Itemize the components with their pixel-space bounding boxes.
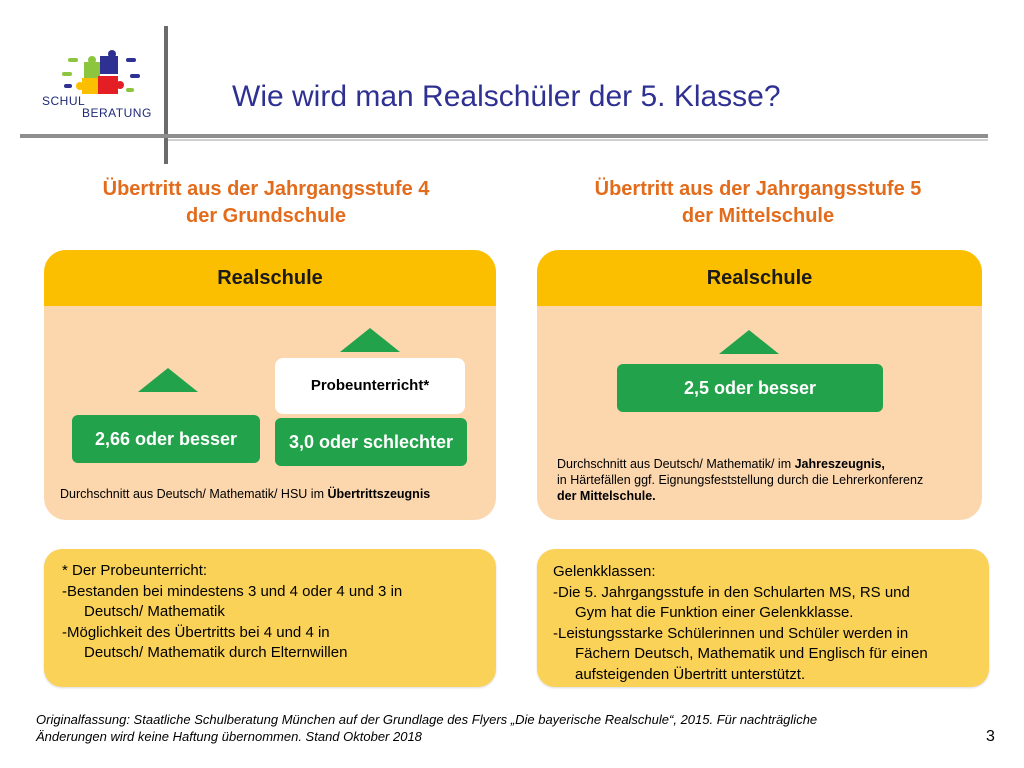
note-right-line: Gym hat die Funktion einer Gelenkklasse. (575, 604, 854, 621)
footer-credit (36, 711, 817, 745)
right-realschule-panel (537, 250, 982, 520)
left-heading-line2: der Grundschule (185, 205, 347, 227)
left-panel-title: Realschule (44, 250, 496, 306)
header-horizontal-rule (20, 134, 988, 138)
note-right-line: Fächern Deutsch, Mathematik und Englisch für einen (575, 645, 928, 662)
arrow-up-icon (719, 330, 779, 354)
schulberatung-logo (40, 48, 160, 122)
left-caption-bold: Übertrittszeugnis (327, 487, 431, 501)
right-caption-bold: Jahreszeugnis, (794, 457, 885, 471)
header-vertical-rule (164, 26, 168, 164)
note-right-line: aufsteigenden Übertritt unterstützt. (575, 665, 806, 683)
left-caption-text: Durchschnitt aus Deutsch/ Mathematik/ HSU im (60, 487, 328, 501)
note-left-line: -Bestanden bei mindestens 3 und 4 oder 4 und 3 in (62, 582, 403, 600)
header-rule-shadow (168, 139, 988, 141)
note-right-line: -Die 5. Jahrgangsstufe in den Schularten MS, RS und (553, 583, 910, 601)
note-left-line: Deutsch/ Mathematik (84, 603, 225, 620)
grade-box-266: 2,66 oder besser (72, 415, 260, 463)
note-left-line: -Möglichkeit des Übertritts bei 4 und 4 in (62, 623, 330, 641)
arrow-up-icon (340, 328, 400, 352)
left-column-heading (46, 176, 486, 230)
right-heading-line1: Übertritt aus der Jahrgangsstufe 5 (594, 178, 922, 200)
note-left-line: Deutsch/ Mathematik durch Elternwillen (84, 644, 348, 661)
left-realschule-panel (44, 250, 496, 520)
right-panel-title: Realschule (537, 250, 982, 306)
note-right-line: -Leistungsstarke Schülerinnen und Schüler werden in (553, 624, 909, 642)
page-number: 3 (986, 728, 995, 745)
left-panel-caption (60, 486, 430, 502)
right-caption-line1: Durchschnitt aus Deutsch/ Mathematik/ im (557, 457, 795, 471)
probeunterricht-box: Probeunterricht* (275, 358, 465, 414)
note-left-line: * Der Probeunterricht: (62, 562, 208, 579)
right-panel-caption (557, 456, 923, 504)
footer-line1: Originalfassung: Staatliche Schulberatung München auf der Grundlage des Flyers „Die bayerische Realschule“, 2015. Für nachträgliche (36, 712, 818, 727)
logo-text-beratung: BERATUNG (82, 106, 152, 120)
logo-text-schul: SCHUL (42, 94, 86, 108)
right-column-heading (538, 176, 978, 230)
right-caption-line2: in Härtefällen ggf. Eignungsfeststellung durch die Lehrerkonferenz (557, 473, 924, 487)
gelenkklassen-note (537, 549, 989, 687)
arrow-up-icon (138, 368, 198, 392)
probeunterricht-note (44, 549, 496, 687)
page-title: Wie wird man Realschüler der 5. Klasse? (232, 80, 781, 113)
grade-box-30: 3,0 oder schlechter (275, 418, 467, 466)
grade-box-25: 2,5 oder besser (617, 364, 883, 412)
footer-line2: Änderungen wird keine Haftung übernommen. Stand Oktober 2018 (36, 729, 422, 744)
right-caption-line3: der Mittelschule. (557, 489, 656, 503)
right-heading-line2: der Mittelschule (681, 205, 835, 227)
left-heading-line1: Übertritt aus der Jahrgangsstufe 4 (102, 178, 430, 200)
note-right-line: Gelenkklassen: (553, 563, 656, 580)
